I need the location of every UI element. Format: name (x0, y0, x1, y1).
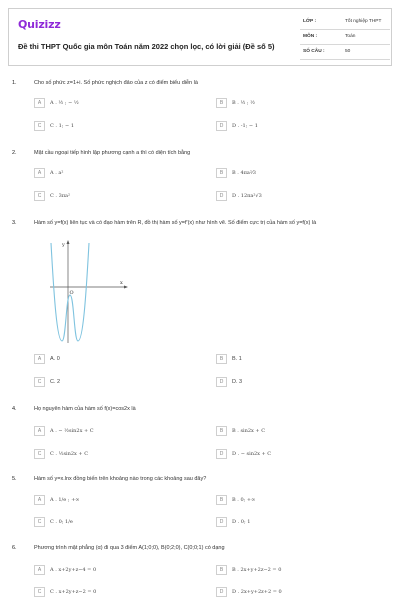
meta-row-subject (300, 31, 390, 45)
option-text: A . − ½sin2x + C (50, 428, 94, 434)
option-d[interactable] (216, 121, 366, 131)
worksheet-meta (300, 16, 390, 61)
meta-value: Toán (345, 34, 356, 39)
option-b[interactable] (216, 565, 366, 575)
option-b[interactable] (216, 495, 366, 505)
option-letter: D (216, 121, 227, 131)
page-title: Đề thi THPT Quốc gia môn Toán năm 2022 chọn lọc, có lời giải (Đề số 5) (18, 42, 275, 51)
meta-label: SỐ CÂU : (303, 49, 325, 54)
option-d[interactable] (216, 377, 366, 387)
option-text: C . 3πa² (50, 193, 71, 199)
x-axis-label: x (120, 280, 123, 286)
option-letter: C (34, 587, 45, 597)
option-letter: B (216, 565, 227, 575)
quizizz-logo[interactable]: Quizizz (18, 18, 61, 31)
option-letter: C (34, 121, 45, 131)
option-text: A . 1/e ; +∞ (50, 497, 80, 503)
option-text: C. 2 (50, 378, 61, 385)
option-text: B . 4πa²⁄3 (232, 170, 256, 176)
option-text: D . 2x+y+2z+2 = 0 (232, 589, 282, 595)
option-a[interactable] (34, 168, 184, 178)
option-b[interactable] (216, 98, 366, 108)
option-c[interactable] (34, 587, 184, 597)
option-text: C . x+2y+z−2 = 0 (50, 589, 97, 595)
option-c[interactable] (34, 449, 184, 459)
option-letter: A (34, 565, 45, 575)
option-text: C . 1; − 1 (50, 123, 75, 129)
option-text: B. 1 (232, 355, 242, 362)
option-c[interactable] (34, 377, 184, 387)
option-b[interactable] (216, 426, 366, 436)
question-text: Hàm số y=f(x) liên tục và có đạo hàm trên R, đồ thị hàm số y=f'(x) như hình vẽ. Số điểm cực trị của hàm số y=f(x) là (34, 220, 317, 226)
option-letter: B (216, 168, 227, 178)
option-text: D . 12πa²√3 (232, 193, 262, 199)
question-text: Mặt cầu ngoại tiếp hình lập phương cạnh a thì có diện tích bằng (34, 150, 191, 156)
question-number: 6. (12, 545, 17, 551)
option-letter: A (34, 426, 45, 436)
option-letter: D (216, 377, 227, 387)
question-number: 4. (12, 406, 17, 412)
option-text: B . ½ ; ½ (232, 100, 255, 106)
option-letter: C (34, 449, 45, 459)
option-letter: C (34, 377, 45, 387)
option-letter: C (34, 517, 45, 527)
option-text: D . − sin2x + C (232, 451, 272, 457)
question-text: Phương trình mặt phẳng (α) đi qua 3 điểm A(1;0;0), B(0;2;0), C(0;0;1) có dạng (34, 545, 225, 551)
option-letter: A (34, 168, 45, 178)
meta-label: MÔN : (303, 34, 318, 39)
option-text: A. 0 (50, 355, 60, 362)
option-text: B . 0; +∞ (232, 497, 256, 503)
option-text: C . ½sin2x + C (50, 451, 89, 457)
option-letter: A (34, 98, 45, 108)
curve-helper (87, 243, 98, 341)
option-letter: A (34, 495, 45, 505)
option-text: B . sin2x + C (232, 428, 266, 434)
option-a[interactable] (34, 354, 184, 364)
option-letter: A (34, 354, 45, 364)
question-number: 3. (12, 220, 17, 226)
y-axis-label: y (62, 242, 65, 248)
option-text: A . ½ ; − ½ (50, 100, 79, 106)
origin-label: O (69, 290, 74, 296)
option-c[interactable] (34, 191, 184, 201)
question-number: 2. (12, 150, 17, 156)
option-letter: D (216, 587, 227, 597)
option-letter: D (216, 191, 227, 201)
question-text: Cho số phức z=1+i. Số phức nghịch đảo của z có điểm biểu diễn là (34, 80, 198, 86)
option-text: D . 0; 1 (232, 519, 251, 525)
question-number: 5. (12, 476, 17, 482)
meta-value: 50 (345, 49, 351, 54)
option-text: D . -1; − 1 (232, 123, 258, 129)
option-letter: C (34, 191, 45, 201)
option-text: B . 2x+y+2z−2 = 0 (232, 567, 282, 573)
meta-label: LỚP : (303, 19, 317, 24)
option-a[interactable] (34, 426, 184, 436)
option-c[interactable] (34, 517, 184, 527)
option-d[interactable] (216, 191, 366, 201)
option-letter: D (216, 517, 227, 527)
question-text: Họ nguyên hàm của hàm số f(x)=cos2x là (34, 406, 136, 412)
question-text: Hàm số y=x.lnx đồng biến trên khoảng nào trong các khoảng sau đây? (34, 476, 207, 482)
question-number: 1. (12, 80, 17, 86)
option-letter: B (216, 98, 227, 108)
derivative-graph (48, 237, 130, 345)
y-axis-arrow (67, 240, 70, 244)
option-text: D. 3 (232, 378, 243, 385)
meta-row-class (300, 16, 390, 30)
option-d[interactable] (216, 517, 366, 527)
meta-row-count (300, 46, 390, 60)
option-letter: B (216, 495, 227, 505)
option-a[interactable] (34, 495, 184, 505)
option-letter: B (216, 354, 227, 364)
meta-value: Tốt nghiệp THPT (345, 19, 382, 24)
option-letter: B (216, 426, 227, 436)
option-a[interactable] (34, 565, 184, 575)
option-text: A . x+2y+z−4 = 0 (50, 567, 97, 573)
option-letter: D (216, 449, 227, 459)
option-b[interactable] (216, 354, 366, 364)
option-d[interactable] (216, 449, 366, 459)
option-text: C . 0; 1/e (50, 519, 73, 525)
option-c[interactable] (34, 121, 184, 131)
option-a[interactable] (34, 98, 184, 108)
option-b[interactable] (216, 168, 366, 178)
option-d[interactable] (216, 587, 366, 597)
option-text: A . a² (50, 170, 64, 176)
x-axis-arrow (124, 286, 128, 289)
worksheet-header (8, 8, 392, 66)
